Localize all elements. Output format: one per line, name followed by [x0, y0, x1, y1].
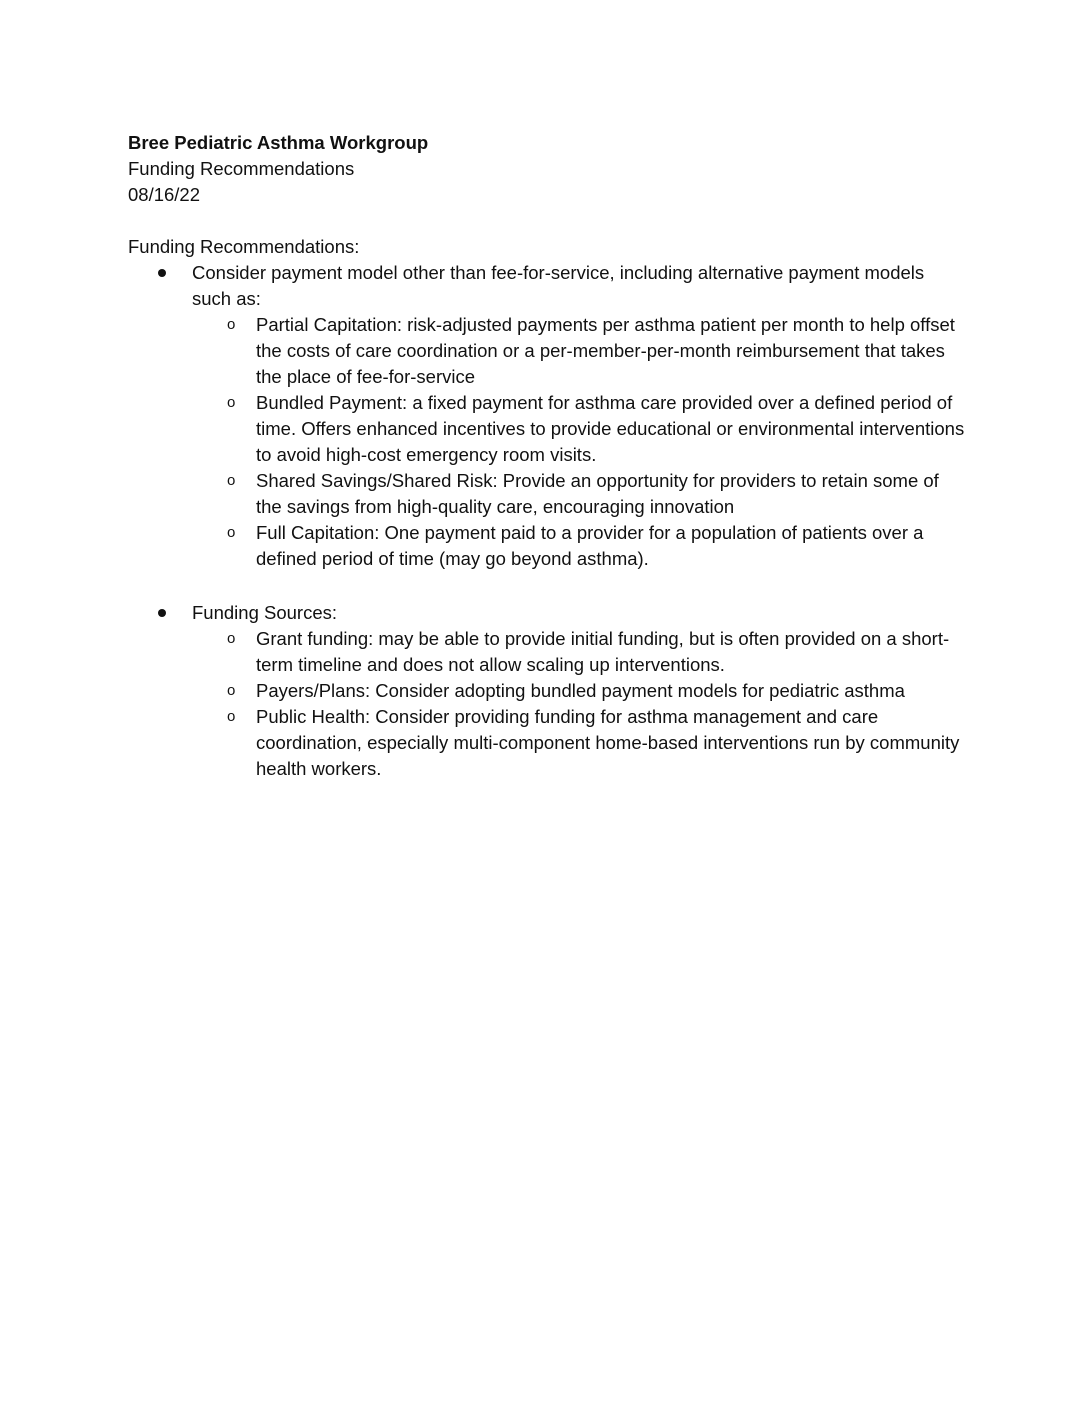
bullet-dot-icon: [158, 609, 166, 617]
sub-item: [128, 520, 968, 572]
circle-bullet-icon: o: [227, 682, 236, 699]
sub-item-text: Partial Capitation: risk-adjusted payments per asthma patient per month to help offset the costs of care coordination or a per-member-per-month reimbursement that takes the place of fee-for-service: [256, 314, 955, 387]
section-title: Funding Recommendations:: [128, 236, 360, 257]
bullet-text: Funding Sources:: [192, 602, 338, 623]
circle-bullet-icon: o: [227, 316, 236, 333]
bullet-row: [128, 600, 968, 626]
sub-list: [128, 312, 968, 572]
sub-item: [128, 704, 968, 782]
circle-bullet-icon: o: [227, 472, 236, 489]
sub-item-text: Full Capitation: One payment paid to a provider for a population of patients over a defined period of time (may go beyond asthma).: [256, 522, 924, 569]
sub-item: [128, 626, 968, 678]
document-subtitle: Funding Recommendations: [128, 158, 355, 179]
sub-item: [128, 468, 968, 520]
circle-bullet-icon: o: [227, 708, 236, 725]
sub-item-text: Public Health: Consider providing funding for asthma management and care coordination, especially multi-component home-based interventions run by community health workers.: [256, 706, 960, 779]
bullet-dot-icon: [158, 269, 166, 277]
bullet-payment-models: [128, 260, 968, 572]
sub-item: [128, 390, 968, 468]
document-header: [128, 130, 968, 208]
circle-bullet-icon: o: [227, 394, 236, 411]
circle-bullet-icon: o: [227, 630, 236, 647]
sub-item-text: Grant funding: may be able to provide initial funding, but is often provided on a short-term timeline and does not allow scaling up interventions.: [256, 628, 950, 675]
sub-item-text: Bundled Payment: a fixed payment for asthma care provided over a defined period of time. Offers enhanced incentives to provide educational or environmental interventions to avoid high-cost emergency room visits.: [256, 392, 965, 465]
bullet-funding-sources: [128, 600, 968, 782]
sub-item: [128, 678, 968, 704]
sub-item-text: Payers/Plans: Consider adopting bundled payment models for pediatric asthma: [256, 680, 905, 701]
sub-list: [128, 626, 968, 782]
circle-bullet-icon: o: [227, 524, 236, 541]
bullet-text: Consider payment model other than fee-for-service, including alternative payment models such as:: [192, 262, 925, 309]
sub-item: [128, 312, 968, 390]
bullet-row: [128, 260, 968, 312]
sub-item-text: Shared Savings/Shared Risk: Provide an opportunity for providers to retain some of the savings from high-quality care, encouraging innovation: [256, 470, 939, 517]
document-title: Bree Pediatric Asthma Workgroup: [128, 132, 429, 153]
document-date: 08/16/22: [128, 184, 201, 205]
